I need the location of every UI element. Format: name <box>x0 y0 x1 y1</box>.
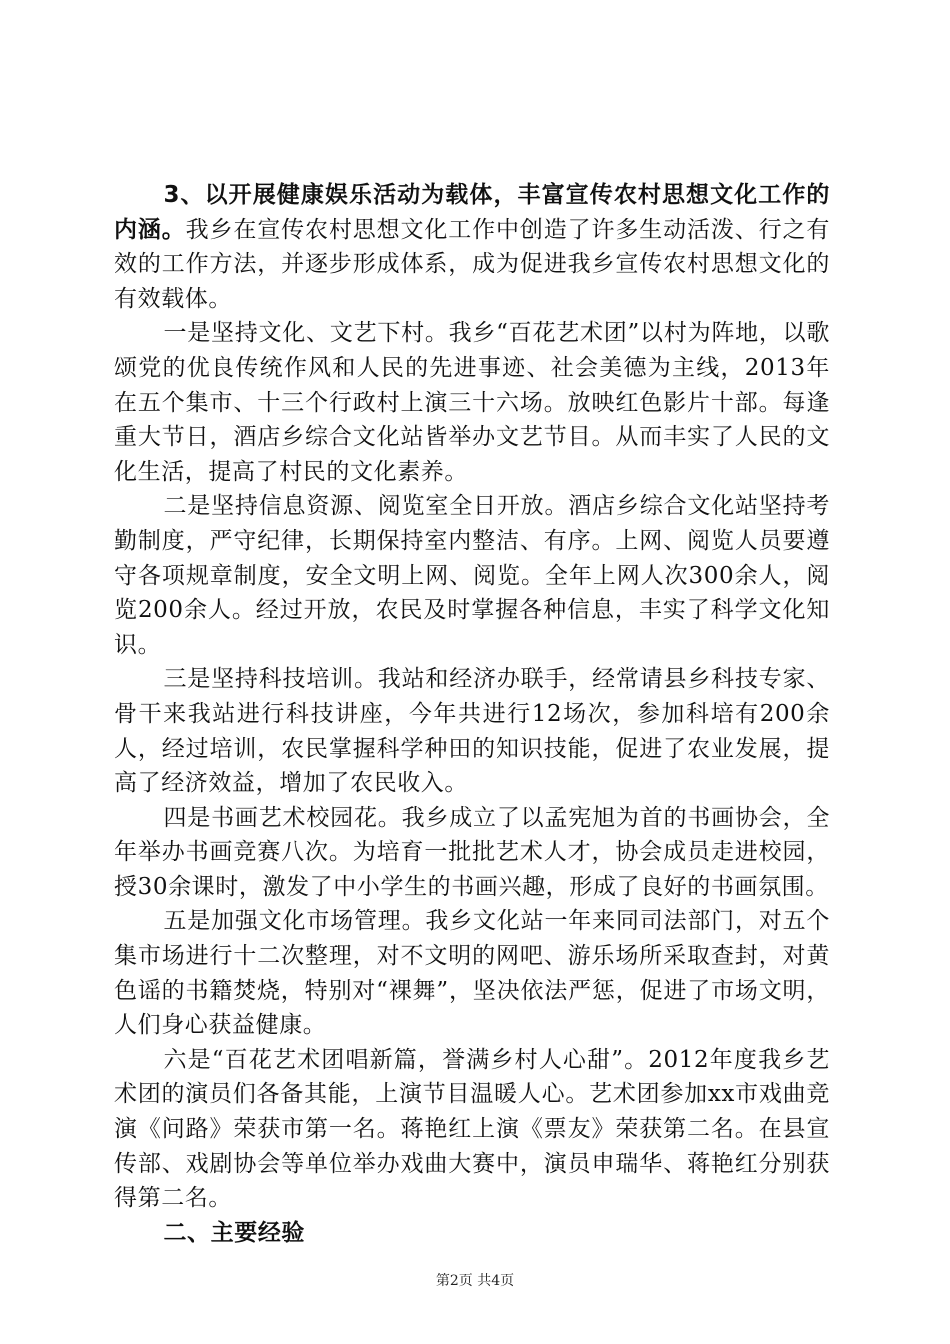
paragraph-5: 四是书画艺术校园花。我乡成立了以孟宪旭为首的书画协会，全年举办书画竞赛八次。为培育一批批艺术人才，协会成员走进校园，授30余课时，激发了中小学生的书画兴趣，形成了良好的书画氛围。 <box>114 804 830 900</box>
section-heading: 二、主要经验 <box>163 1219 306 1246</box>
paragraph-1-body: 我乡在宣传农村思想文化工作中创造了许多生动活泼、行之有效的工作方法，并逐步形成体系，成为促进我乡宣传农村思想文化的有效载体。 <box>114 216 830 312</box>
paragraph-1 <box>114 178 830 316</box>
paragraph-7: 六是“百花艺术团唱新篇，誉满乡村人心甜”。2012年度我乡艺术团的演员们各备其能，上演节目温暖人心。艺术团参加xx市戏曲竞演《问路》荣获市第一名。蒋艳红上演《票友》荣获第二名。在县宣传部、戏剧协会等单位举办戏曲大赛中，演员申瑞华、蒋艳红分别获得第二名。 <box>114 1046 830 1212</box>
paragraph-3: 二是坚持信息资源、阅览室全日开放。酒店乡综合文化站坚持考勤制度，严守纪律，长期保持室内整洁、有序。上网、阅览人员要遵守各项规章制度，安全文明上网、阅览。全年上网人次300余人，阅览200余人。经过开放，农民及时掌握各种信息，丰实了科学文化知识。 <box>114 493 830 658</box>
paragraph-1-lead: 3、以开展健康娱乐活动为载体，丰富宣传农村思想文化工作的内涵。 <box>114 182 830 243</box>
paragraph-6: 五是加强文化市场管理。我乡文化站一年来同司法部门，对五个集市场进行十二次整理，对不文明的网吧、游乐场所采取查封，对黄色谣的书籍焚烧，特别对“裸舞”，坚决依法严惩，促进了市场文明，人们身心获益健康。 <box>114 908 830 1039</box>
paragraph-4: 三是坚持科技培训。我站和经济办联手，经常请县乡科技专家、骨干来我站进行科技讲座，今年共进行12场次，参加科培有200余人，经过培训，农民掌握科学种田的知识技能，促进了农业发展，提高了经济效益，增加了农民收入。 <box>114 666 830 797</box>
paragraph-2: 一是坚持文化、文艺下村。我乡“百花艺术团”以村为阵地，以歌颂党的优良传统作风和人民的先进事迹、社会美德为主线，2013年在五个集市、十三个行政村上演三十六场。放映红色影片十部。每逢重大节日，酒店乡综合文化站皆举办文艺节目。从而丰实了人民的文化生活，提高了村民的文化素养。 <box>114 320 830 485</box>
document-body <box>114 178 830 1250</box>
page-number-label: 第2页 共4页 <box>435 1273 515 1289</box>
page-footer <box>0 1270 950 1290</box>
